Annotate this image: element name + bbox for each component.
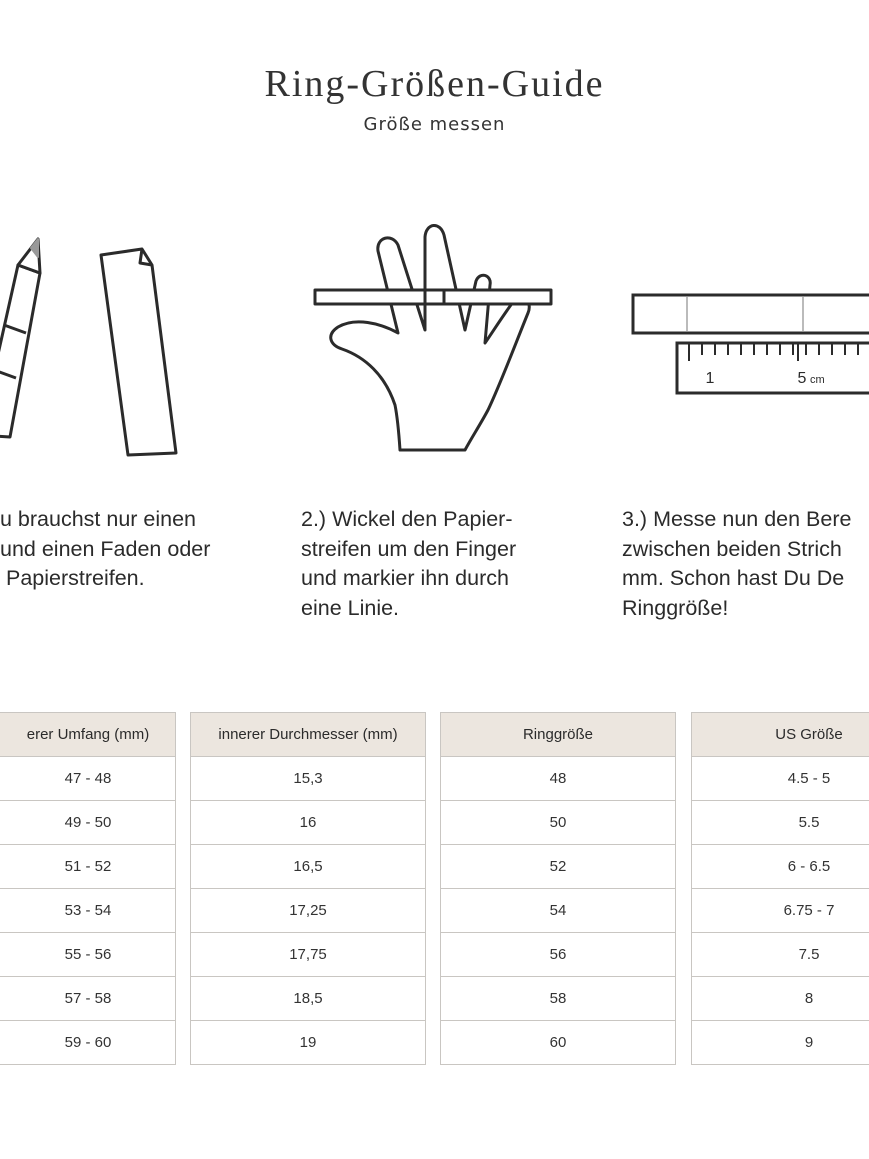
table-cell: 56 <box>441 933 676 977</box>
table-cell: 48 <box>441 757 676 801</box>
size-table-diameter <box>190 712 426 1065</box>
column-header: innerer Durchmesser (mm) <box>191 713 426 757</box>
table-cell: 19 <box>191 1021 426 1065</box>
table-cell: 15,3 <box>191 757 426 801</box>
step-3-text: 3.) Messe nun den Bere zwischen beiden Strich mm. Schon hast Du De Ringgröße! <box>622 507 852 620</box>
ruler-label-1: 1 <box>705 370 715 387</box>
table-cell: 59 - 60 <box>0 1021 176 1065</box>
table-cell: 16,5 <box>191 845 426 889</box>
table-cell: 49 - 50 <box>0 801 176 845</box>
table-cell: 50 <box>441 801 676 845</box>
table-cell: 6.75 - 7 <box>692 889 869 933</box>
paper-strip-icon <box>633 295 869 333</box>
table-cell: 52 <box>441 845 676 889</box>
ruler-illustration <box>630 205 869 475</box>
step-1-text: u brauchst nur einen und einen Faden oder Papierstreifen. <box>0 507 211 590</box>
table-cell: 51 - 52 <box>0 845 176 889</box>
table-cell: 47 - 48 <box>0 757 176 801</box>
size-table-us-size <box>691 712 869 1065</box>
column-header: erer Umfang (mm) <box>0 713 176 757</box>
table-cell: 55 - 56 <box>0 933 176 977</box>
table-cell: 53 - 54 <box>0 889 176 933</box>
table-cell: 58 <box>441 977 676 1021</box>
table-cell: 17,25 <box>191 889 426 933</box>
page-title: Ring-Größen-Guide <box>264 63 605 105</box>
ruler-label-5: 5 <box>797 370 807 387</box>
size-table-ring-size <box>440 712 676 1065</box>
pencil-paper-illustration <box>0 205 200 475</box>
table-cell: 17,75 <box>191 933 426 977</box>
ruler-unit: cm <box>810 374 825 386</box>
table-cell: 7.5 <box>692 933 869 977</box>
column-header: Ringgröße <box>441 713 676 757</box>
column-header: US Größe <box>692 713 869 757</box>
paper-strip-icon <box>315 290 551 304</box>
hand-illustration <box>300 205 570 475</box>
table-cell: 57 - 58 <box>0 977 176 1021</box>
hand-outline-icon <box>331 225 529 450</box>
table-cell: 54 <box>441 889 676 933</box>
table-cell: 4.5 - 5 <box>692 757 869 801</box>
table-cell: 18,5 <box>191 977 426 1021</box>
table-cell: 8 <box>692 977 869 1021</box>
table-cell: 9 <box>692 1021 869 1065</box>
table-cell: 6 - 6.5 <box>692 845 869 889</box>
step-2-text: 2.) Wickel den Papier- streifen um den Finger und markier ihn durch eine Linie. <box>301 507 517 620</box>
size-table-circumference <box>0 712 176 1065</box>
pencil-icon <box>0 239 40 437</box>
table-cell: 60 <box>441 1021 676 1065</box>
page-subtitle: Größe messen <box>363 114 506 135</box>
table-cell: 5.5 <box>692 801 869 845</box>
paper-strip-icon <box>101 249 176 455</box>
table-cell: 16 <box>191 801 426 845</box>
